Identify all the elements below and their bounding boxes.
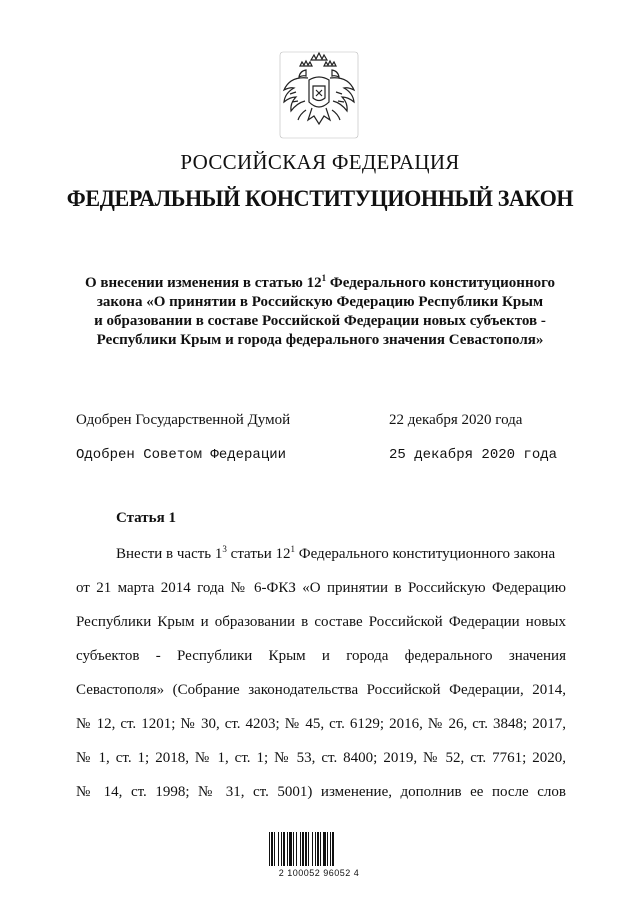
law-title-line-2: закона «О принятии в Российскую Федерацию Республики Крым	[96, 294, 544, 310]
barcode-bar	[323, 832, 326, 866]
article-line-3: Республики Крым и образовании в составе Российской Федерации новых	[76, 614, 566, 630]
law-title	[60, 274, 580, 350]
barcode-bar	[293, 832, 294, 866]
article-line-7: № 1, ст. 1; 2018, № 1, ст. 1; № 53, ст. 8400; 2019, № 52, ст. 7761; 2020,	[76, 750, 566, 766]
barcode-bar	[283, 832, 285, 866]
law-title-line-4: Республики Крым и города федерального значения Севастополя»	[96, 332, 544, 348]
barcode-bar	[296, 832, 297, 866]
barcode-bar	[269, 832, 270, 866]
approval-council-label: Одобрен Советом Федерации	[76, 447, 287, 463]
barcode-bar	[274, 832, 275, 866]
article-line-1: Внести в часть $1^3$ статьи $12^1$ Федерального конституционного закона	[116, 544, 556, 562]
approval-duma-date: 22 декабря 2020 года	[389, 412, 523, 428]
article-line-4: субъектов - Республики Крым и города федерального значения	[76, 648, 566, 664]
barcode-bar	[300, 832, 301, 866]
article-line-5: Севастополя» (Собрание законодательства Российской Федерации, 2014,	[76, 682, 566, 698]
barcode-number: 2 100052 96052 4	[278, 868, 360, 878]
article-line-2: от 21 марта 2014 года № 6-ФКЗ «О принятии в Российскую Федерацию	[76, 580, 566, 596]
barcode-bar	[327, 832, 328, 866]
coat-of-arms-icon	[278, 50, 360, 140]
barcode-bar	[315, 832, 316, 866]
country-name: РОССИЙСКАЯ ФЕДЕРАЦИЯ	[180, 150, 460, 174]
approval-council-date: 25 декабря 2020 года	[389, 447, 558, 463]
article-line-8: № 14, ст. 1998; № 31, ст. 5001) изменение, дополнив ее после слов	[76, 784, 566, 800]
barcode-bar	[312, 832, 313, 866]
barcode-bar	[289, 832, 292, 866]
article-line-6: № 12, ст. 1201; № 30, ст. 4203; № 45, ст. 6129; 2016, № 26, ст. 3848; 2017,	[76, 716, 566, 732]
approval-duma-label: Одобрен Государственной Думой	[76, 412, 291, 428]
barcode-bar	[278, 832, 279, 866]
law-title-line-1: О внесении изменения в статью $12^1$ Федерального конституционного	[84, 273, 556, 291]
barcode-bar	[271, 832, 273, 866]
barcode-bar	[308, 832, 309, 866]
barcode-icon	[263, 822, 375, 892]
barcode-bar	[302, 832, 304, 866]
barcode-bar	[330, 832, 331, 866]
law-type-heading: ФЕДЕРАЛЬНЫЙ КОНСТИТУЦИОННЫЙ ЗАКОН	[66, 186, 574, 211]
article-heading: Статья 1	[116, 510, 176, 526]
barcode-bar	[317, 832, 319, 866]
barcode-bar	[332, 832, 334, 866]
article-body	[76, 542, 566, 814]
barcode-bar	[287, 832, 288, 866]
barcode-bar	[320, 832, 321, 866]
law-title-line-3: и образовании в составе Российской Федерации новых субъектов -	[94, 313, 546, 329]
barcode-bar	[281, 832, 282, 866]
barcode-bar	[305, 832, 307, 866]
